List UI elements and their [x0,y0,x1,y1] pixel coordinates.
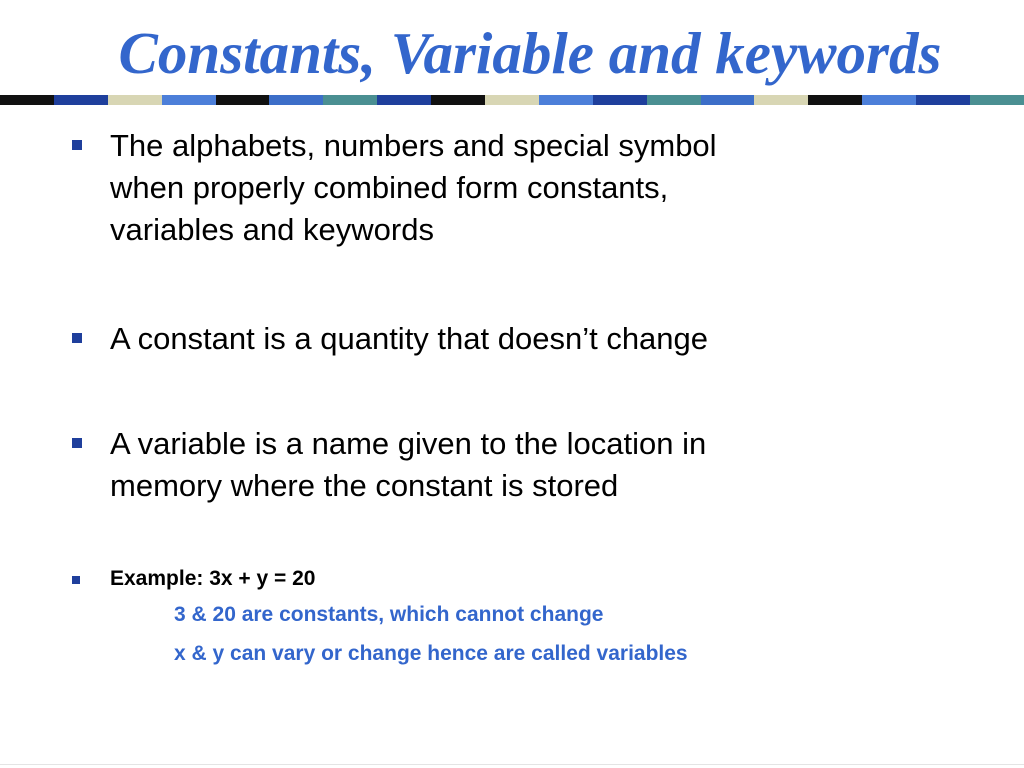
bullet-square-icon [72,333,82,343]
example-detail-line: 3 & 20 are constants, which cannot change [174,603,604,626]
bullet-square-icon [72,438,82,448]
footer-divider [0,764,1024,765]
bullet-square-icon [72,140,82,150]
bullet-square-icon [72,576,80,584]
example-detail-line: x & y can vary or change hence are called variables [174,642,688,665]
bullet-line: A constant is a quantity that doesn’t change [110,321,709,356]
example-equation: Example: 3x + y = 20 [110,567,316,590]
bullet-line: variables and keywords [110,212,434,247]
bullet-line: when properly combined form constants, [110,170,669,205]
bullet-line: A variable is a name given to the location in [110,426,707,461]
slide-title: Constants, Variable and keywords [118,20,942,86]
bullet-line: memory where the constant is stored [110,468,619,503]
bullet-line: The alphabets, numbers and special symbol [110,128,717,163]
